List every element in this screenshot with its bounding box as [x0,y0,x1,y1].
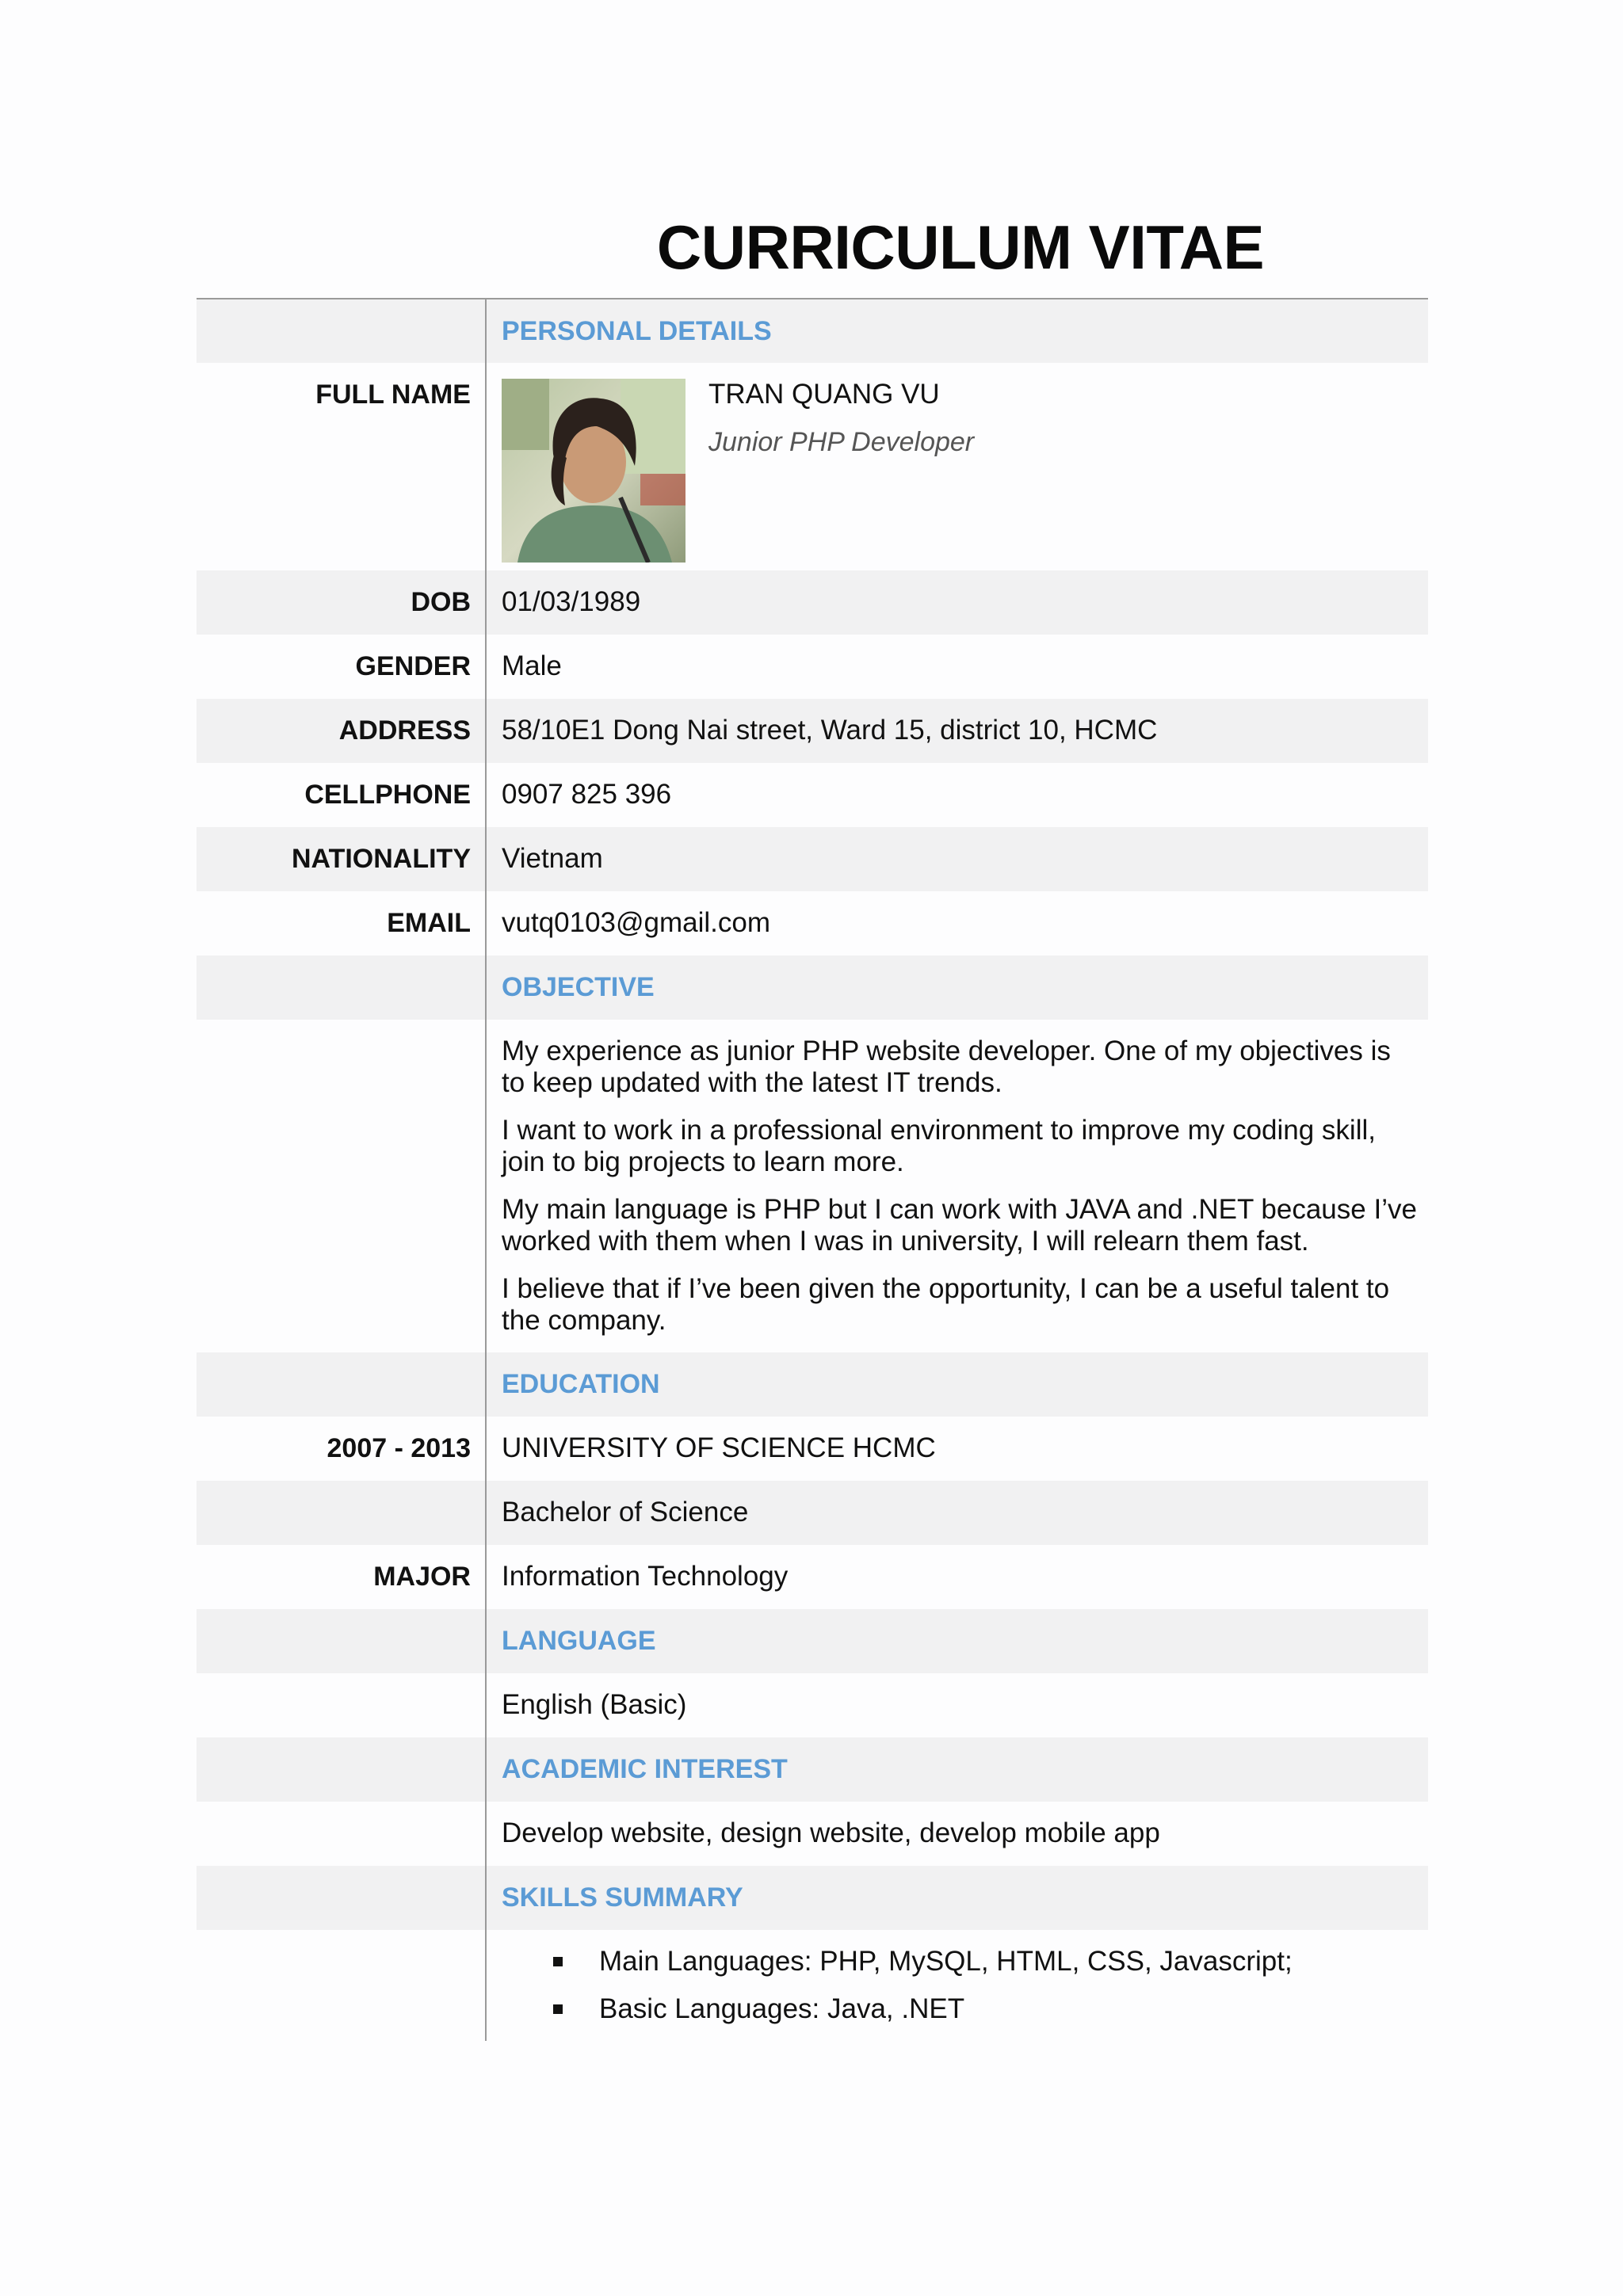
label-cellphone: CELLPHONE [304,780,471,810]
cellphone-value: 0907 825 396 [502,779,672,810]
major-value: Information Technology [502,1561,789,1592]
label-education-years: 2007 - 2013 [327,1433,471,1463]
dob-value: 01/03/1989 [502,586,641,617]
row-gender [197,635,1428,699]
objective-paragraph: I believe that if I’ve been given the opportunity, I can be a useful talent to the company. [502,1273,1390,1336]
label-nationality: NATIONALITY [291,844,471,874]
objective-paragraph: My main language is PHP but I can work with JAVA and .NET because I’ve worked with them when I was in university, I will relearn them fast. [502,1194,1417,1257]
label-major: MAJOR [373,1562,471,1592]
row-email [197,891,1428,955]
section-row-language [197,1609,1428,1673]
label-gender: GENDER [355,651,471,681]
row-education-degree [197,1481,1428,1545]
row-nationality [197,827,1428,891]
section-row-personal [197,299,1428,363]
row-major [197,1545,1428,1609]
nationality-value: Vietnam [502,843,603,874]
section-title-language: LANGUAGE [502,1626,656,1656]
profile-photo [502,379,685,563]
label-address: ADDRESS [338,715,471,746]
skills-list [197,1930,1428,2041]
section-row-skills [197,1866,1428,1930]
full-name-value: TRAN QUANG VU [708,379,940,410]
row-academic-interest [197,1802,1428,1866]
objective-block [197,1020,1428,1352]
address-value: 58/10E1 Dong Nai street, Ward 15, district 10, HCMC [502,715,1158,746]
profile-photo-image [502,379,685,563]
school-value: UNIVERSITY OF SCIENCE HCMC [502,1432,936,1463]
bullet-icon [553,1957,563,1966]
objective-paragraph: I want to work in a professional environment to improve my coding skill, join to big projects to learn more. [502,1115,1376,1177]
language-value: English (Basic) [502,1689,687,1720]
section-title-skills: SKILLS SUMMARY [502,1882,743,1913]
section-row-objective [197,955,1428,1020]
skill-item: Main Languages: PHP, MySQL, HTML, CSS, Javascript; [599,1946,1293,1977]
bullet-icon [553,2004,563,2014]
row-language [197,1673,1428,1737]
section-row-education [197,1352,1428,1417]
document-title: CURRICULUM VITAE [656,212,1265,282]
column-divider [485,298,487,2041]
row-full-name [197,363,1428,570]
section-row-academic [197,1737,1428,1802]
row-cellphone [197,763,1428,827]
objective-paragraph: My experience as junior PHP website developer. One of my objectives is to keep updated with the latest IT trends. [502,1035,1391,1098]
degree-value: Bachelor of Science [502,1497,749,1527]
skill-item: Basic Languages: Java, .NET [599,1993,965,2024]
label-full-name: FULL NAME [315,379,471,410]
row-education-school [197,1417,1428,1481]
row-dob [197,570,1428,635]
section-title-objective: OBJECTIVE [502,972,655,1002]
section-title-education: EDUCATION [502,1369,660,1399]
gender-value: Male [502,650,562,681]
section-title-personal: PERSONAL DETAILS [502,316,772,346]
email-value: vutq0103@gmail.com [502,907,771,938]
section-title-academic: ACADEMIC INTEREST [502,1754,788,1784]
academic-interest-value: Develop website, design website, develop mobile app [502,1817,1160,1848]
job-title: Junior PHP Developer [708,427,975,457]
label-email: EMAIL [387,908,471,938]
row-address [197,699,1428,763]
label-dob: DOB [411,587,471,617]
